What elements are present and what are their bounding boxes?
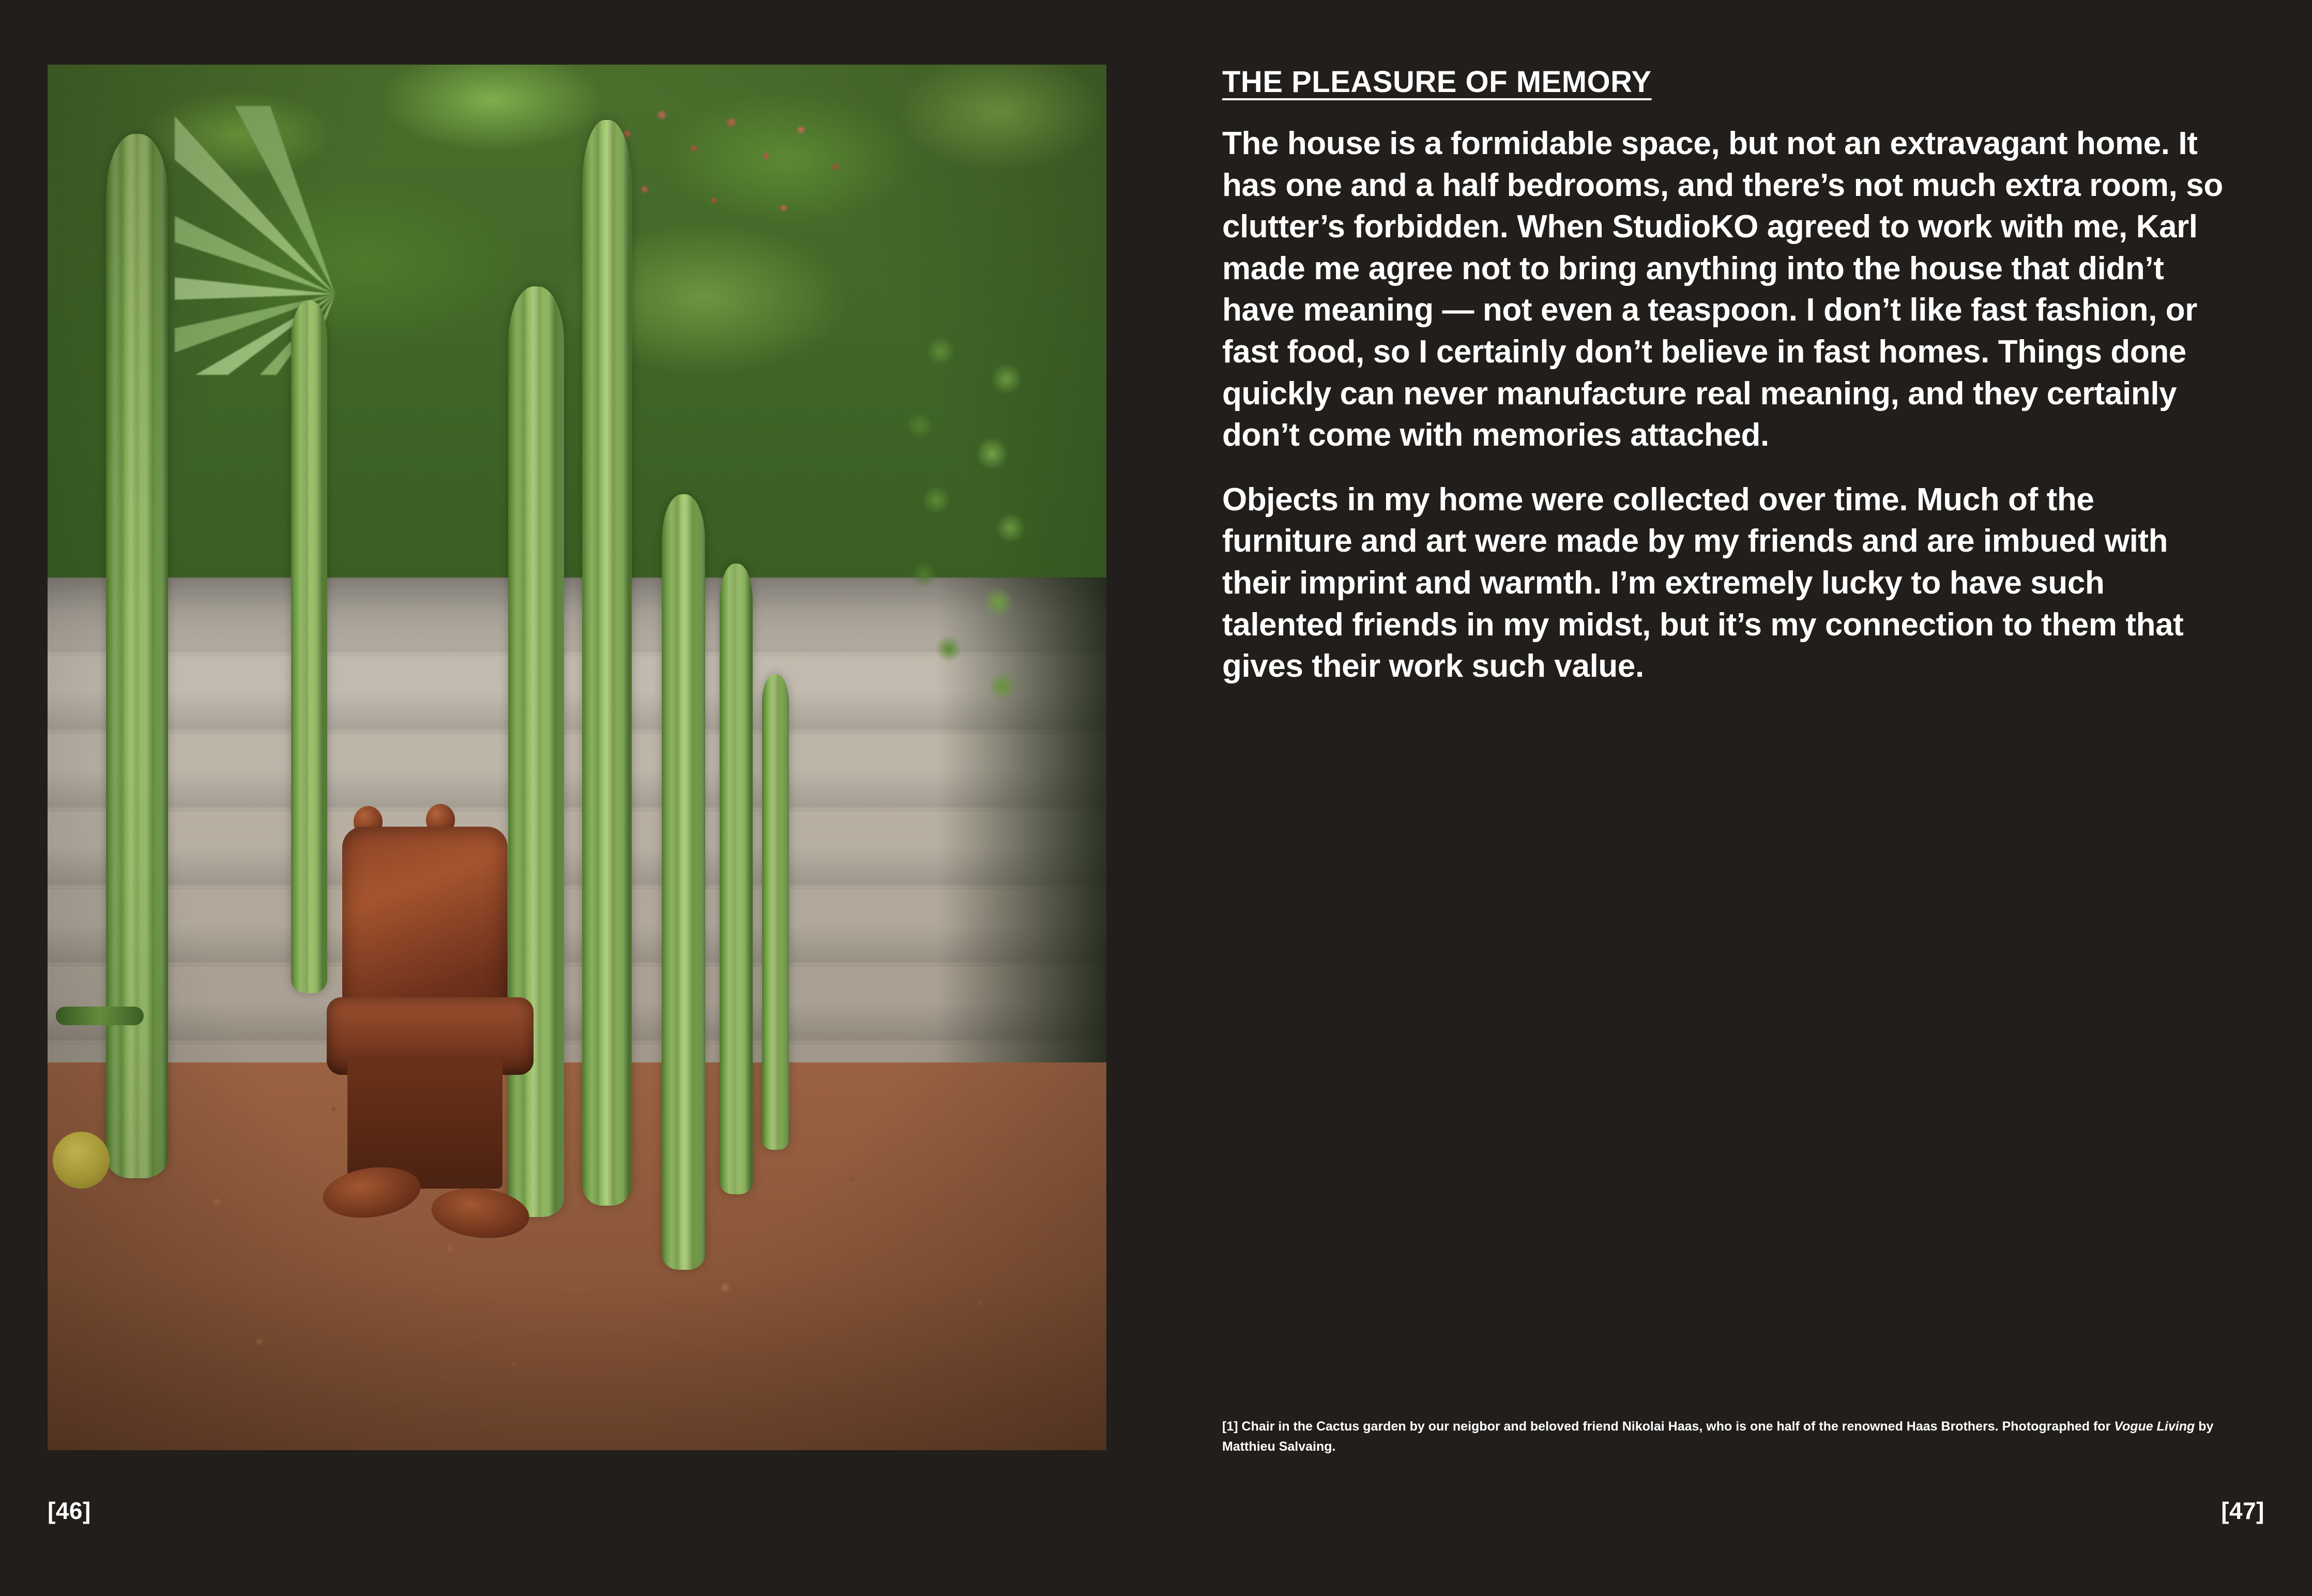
caption-marker: [1] xyxy=(1222,1419,1238,1434)
cactus-column-5 xyxy=(662,494,705,1270)
golden-barrel-cactus xyxy=(53,1132,110,1189)
caption-italic-title: Vogue Living xyxy=(2114,1419,2195,1434)
small-creeping-cactus xyxy=(56,1007,144,1025)
cactus-column-4 xyxy=(582,120,632,1206)
chair-foot-right xyxy=(429,1183,532,1242)
article-paragraph-2: Objects in my home were collected over time. Much of the furniture and art were made by my friends and are imbued with their imprint and warmth. I’m extremely lucky to have such talented friends in my midst, but it’s my connection to them that gives their work such value. xyxy=(1222,481,2184,685)
caption-text-before: Chair in the Cactus garden by our neigbor and beloved friend Nikolai Haas, who is one half of the renowned Haas Brothers. Photographed for xyxy=(1241,1419,2115,1434)
climbing-vine xyxy=(878,314,1085,779)
agave-plant xyxy=(175,106,495,375)
carved-wooden-chair xyxy=(323,827,560,1251)
article-body xyxy=(1222,65,2230,710)
article-paragraph-1: The house is a formidable space, but not an extravagant home. It has one and a half bedrooms, and there’s not much extra room, so clutter’s forbidden. When StudioKO agreed to work with me, Karl made me agree not to bring anything into the house that didn’t have meaning — not even a teaspoon. I don’t like fast fashion, or fast food, so I certainly don’t believe in fast homes. Things done quickly can never manufacture real meaning, and they certainly don’t come with memories attached. xyxy=(1222,126,2223,453)
cactus-column-6 xyxy=(720,564,753,1194)
cactus-column-7 xyxy=(762,674,789,1150)
page-number-right: [47] xyxy=(2221,1497,2264,1524)
page-title: THE PLEASURE OF MEMORY xyxy=(1222,65,1652,99)
caption-text-after: by Matthieu Salvaing. xyxy=(1222,1419,2214,1454)
page-number-left: [46] xyxy=(48,1497,91,1524)
photo-canvas xyxy=(48,65,1106,1450)
photo-caption xyxy=(1222,1417,2225,1457)
cactus-column-2 xyxy=(291,300,327,993)
right-page xyxy=(1156,0,2312,1596)
cactus-garden-photograph xyxy=(48,65,1106,1450)
red-flowers xyxy=(598,93,888,279)
gravel-ground xyxy=(48,1062,1106,1450)
